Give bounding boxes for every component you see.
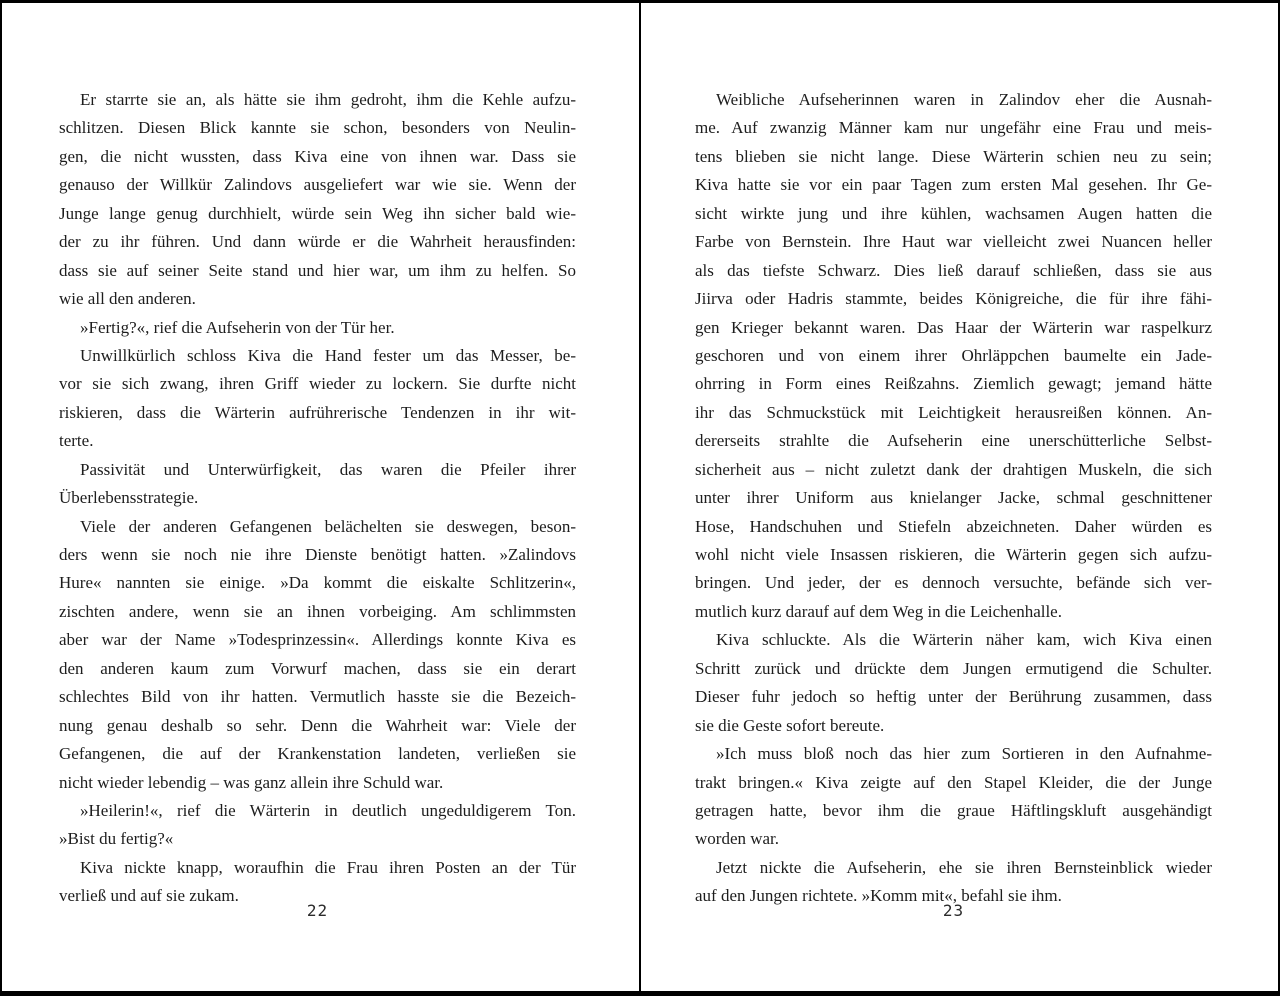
text-line: bringen. Und jeder, der es dennoch versuchte, befände sich ver- — [695, 573, 1212, 593]
page-left — [2, 0, 639, 996]
text-line: Kiva nickte knapp, woraufhin die Frau ihren Posten an der Tür — [80, 857, 576, 877]
text-line: getragen hatte, bevor ihm die graue Häftlingskluft ausgehändigt — [695, 800, 1212, 820]
text-line: Farbe von Bernstein. Ihre Haut war vielleicht zwei Nuancen heller — [695, 232, 1212, 252]
page-left-number: 22 — [306, 901, 329, 920]
text-line: Überlebensstrategie. — [59, 488, 199, 508]
text-line: dass sie auf seiner Seite stand und hier war, um ihm zu helfen. So — [59, 260, 576, 280]
text-line: gen Krieger bekannt waren. Das Haar der Wärterin war raspelkurz — [695, 317, 1212, 337]
text-line: Jiirva oder Hadris stammte, beides Königreiche, die für ihre fähi- — [695, 289, 1212, 309]
text-line: mutlich kurz darauf auf dem Weg in die Leichenhalle. — [695, 601, 1062, 621]
text-line: Er starrte sie an, als hätte sie ihm gedroht, ihm die Kehle aufzu- — [80, 90, 576, 109]
text-line: geschoren und von einem ihrer Ohrläppchen baumelte ein Jade- — [695, 345, 1212, 365]
text-line: genauso der Willkür Zalindovs ausgeliefert war wie sie. Wenn der — [59, 175, 576, 195]
text-line: ders wenn sie noch nie ihre Dienste benötigt hatten. »Zalindovs — [59, 545, 576, 564]
text-line: me. Auf zwanzig Männer kam nur ungefähr eine Frau und meis- — [695, 118, 1212, 138]
text-line: ohrring in Form eines Reißzahns. Ziemlich gewagt; jemand hätte — [695, 374, 1212, 394]
page-right-number: 23 — [942, 901, 965, 920]
page-right-text — [695, 86, 1212, 911]
text-line: Hose, Handschuhen und Stiefeln abzeichneten. Daher würden es — [695, 516, 1212, 536]
text-line: dererseits strahlte die Aufseherin eine unerschütterliche Selbst- — [695, 431, 1212, 451]
text-line: gen, die nicht wussten, dass Kiva eine von ihnen war. Dass sie — [59, 146, 576, 166]
text-line: tens blieben sie nicht lange. Diese Wärterin schien neu zu sein; — [695, 146, 1212, 166]
text-line: worden war. — [695, 829, 780, 849]
text-line: terte. — [59, 431, 94, 451]
text-line: Kiva hatte sie vor ein paar Tagen zum ersten Mal gesehen. Ihr Ge- — [695, 175, 1212, 195]
text-line: »Heilerin!«, rief die Wärterin in deutlich ungeduldigerem Ton. — [80, 800, 576, 820]
text-line: als das tiefste Schwarz. Dies ließ darauf schließen, dass sie aus — [695, 260, 1212, 280]
text-line: unter ihrer Uniform aus knielanger Jacke, schmal geschnittener — [695, 488, 1212, 508]
page-right — [641, 0, 1278, 996]
text-line: verließ und auf sie zukam. — [59, 886, 239, 906]
text-line: Kiva schluckte. Als die Wärterin näher kam, wich Kiva einen — [716, 630, 1212, 650]
page-gutter-divider — [639, 0, 641, 996]
text-line: Weibliche Aufseherinnen waren in Zalindov eher die Ausnah- — [716, 90, 1212, 109]
text-line: aber war der Name »Todesprinzessin«. Allerdings konnte Kiva es — [59, 630, 576, 650]
text-line: zischten andere, wenn sie an ihnen vorbeiging. Am schlimmsten — [59, 601, 576, 621]
text-line: nung genau deshalb so sehr. Denn die Wahrheit war: Viele der — [59, 715, 576, 735]
text-line: Hure« nannten sie einige. »Da kommt die eiskalte Schlitzerin«, — [59, 573, 576, 593]
text-line: ihr das Schmuckstück mit Leichtigkeit herausreißen können. An- — [695, 402, 1212, 422]
text-line: Gefangenen, die auf der Krankenstation landeten, verließen sie — [59, 744, 576, 764]
text-line: riskieren, dass die Wärterin aufrührerische Tendenzen in ihr wit- — [59, 402, 576, 422]
text-line: Jetzt nickte die Aufseherin, ehe sie ihren Bernsteinblick wieder — [716, 857, 1212, 877]
text-line: »Ich muss bloß noch das hier zum Sortieren in den Aufnahme- — [716, 744, 1212, 764]
page-left-text — [59, 86, 576, 911]
text-line: nicht wieder lebendig – was ganz allein ihre Schuld war. — [59, 772, 444, 792]
text-line: schlechtes Bild von ihr hatten. Vermutlich hasste sie die Bezeich- — [59, 687, 576, 707]
text-line: sie die Geste sofort bereute. — [695, 715, 885, 735]
text-line: wohl nicht viele Insassen riskieren, die Wärterin gegen sich aufzu- — [695, 545, 1212, 564]
text-line: vor sie sich zwang, ihren Griff wieder zu lockern. Sie durfte nicht — [59, 374, 576, 394]
text-line: sicherheit aus – nicht zuletzt dank der drahtigen Muskeln, die sich — [695, 459, 1212, 479]
text-line: Passivität und Unterwürfigkeit, das waren die Pfeiler ihrer — [80, 459, 576, 479]
frame-border-left — [0, 0, 2, 996]
text-line: sicht wirkte jung und ihre kühlen, wachsamen Augen hatten die — [695, 203, 1212, 223]
text-line: der zu ihr führen. Und dann würde er die Wahrheit herausfinden: — [59, 232, 576, 252]
text-line: Viele der anderen Gefangenen belächelten sie deswegen, beson- — [80, 516, 576, 536]
text-line: auf den Jungen richtete. »Komm mit«, befahl sie ihm. — [695, 886, 1062, 906]
text-line: Junge lange genug durchhielt, würde sein Weg ihn sicher bald wie- — [59, 203, 576, 223]
text-line: »Fertig?«, rief die Aufseherin von der Tür her. — [80, 317, 395, 337]
text-line: Schritt zurück und drückte dem Jungen ermutigend die Schulter. — [695, 658, 1212, 678]
frame-border-bottom — [0, 991, 1280, 996]
text-line: wie all den anderen. — [59, 289, 196, 309]
text-line: trakt bringen.« Kiva zeigte auf den Stapel Kleider, die der Junge — [695, 772, 1212, 792]
frame-border-top — [0, 0, 1280, 3]
text-line: schlitzen. Diesen Blick kannte sie schon, besonders von Neulin- — [59, 118, 576, 138]
text-line: »Bist du fertig?« — [59, 829, 174, 849]
text-line: den anderen kaum zum Vorwurf machen, dass sie ein derart — [59, 658, 576, 678]
text-line: Unwillkürlich schloss Kiva die Hand fester um das Messer, be- — [80, 345, 576, 365]
text-line: Dieser fuhr jedoch so heftig unter der Berührung zusammen, dass — [695, 687, 1212, 707]
